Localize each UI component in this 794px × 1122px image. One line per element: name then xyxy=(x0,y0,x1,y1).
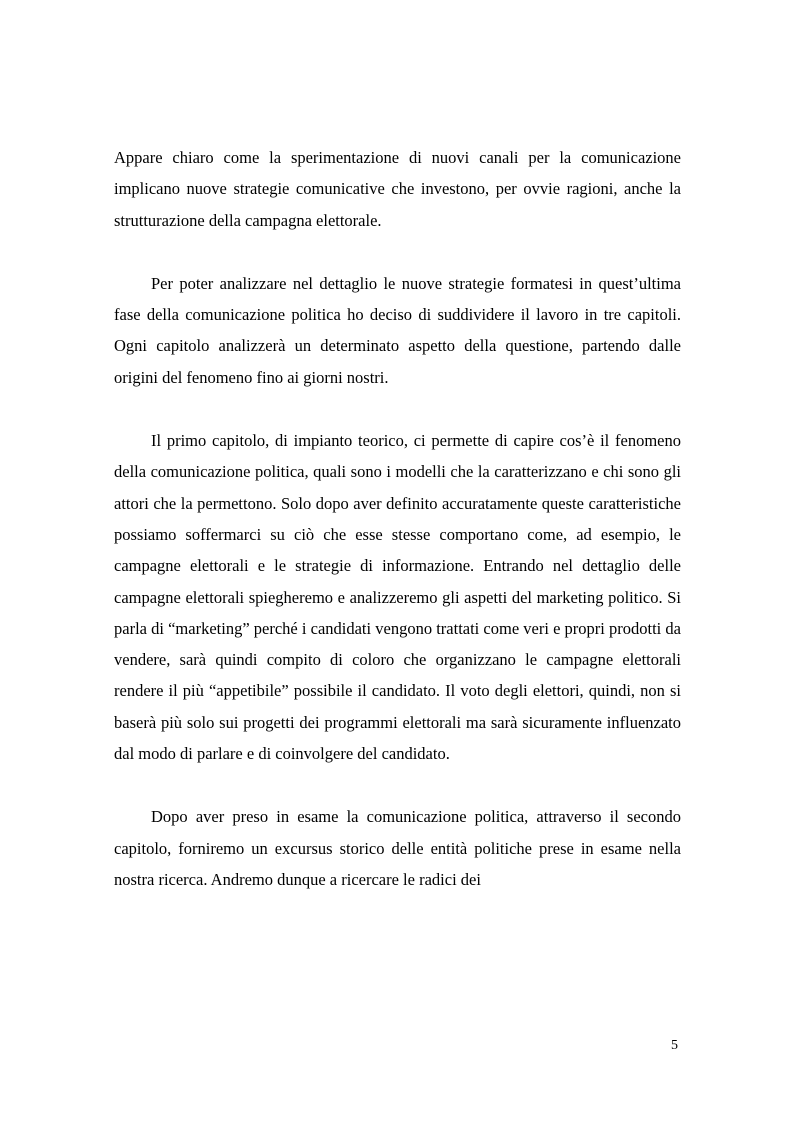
body-text xyxy=(114,142,681,895)
page-number: 5 xyxy=(671,1038,678,1053)
paragraph-1: Appare chiaro come la sperimentazione di nuovi canali per la comunicazione implicano nuove strategie comunicative che investono, per ovvie ragioni, anche la strutturazione della campagna elettorale. xyxy=(114,148,681,230)
paragraph-4: Dopo aver preso in esame la comunicazione politica, attraverso il secondo capitolo, forniremo un excursus storico delle entità politiche prese in esame nella nostra ricerca. Andremo dunque a ricercare le radici dei xyxy=(114,807,681,889)
paragraph-3: Il primo capitolo, di impianto teorico, ci permette di capire cos’è il fenomeno della comunicazione politica, quali sono i modelli che la caratterizzano e chi sono gli attori che la permettono. Solo dopo aver definito accuratamente queste caratteristiche possiamo soffermarci su ciò che esse stesse comportano come, ad esempio, le campagne elettorali e le strategie di informazione. Entrando nel dettaglio delle campagne elettorali spiegheremo e analizzeremo gli aspetti del marketing politico. Si parla di “marketing” perché i candidati vengono trattati come veri e propri prodotti da vendere, sarà quindi compito di coloro che organizzano le campagne elettorali rendere il più “appetibile” possibile il candidato. Il voto degli elettori, quindi, non si baserà più solo sui progetti dei programmi elettorali ma sarà sicuramente influenzato dal modo di parlare e di coinvolgere del candidato. xyxy=(114,431,681,764)
paragraph-2: Per poter analizzare nel dettaglio le nuove strategie formatesi in quest’ultima fase della comunicazione politica ho deciso di suddividere il lavoro in tre capitoli. Ogni capitolo analizzerà un determinato aspetto della questione, partendo dalle origini del fenomeno fino ai giorni nostri. xyxy=(114,273,681,387)
